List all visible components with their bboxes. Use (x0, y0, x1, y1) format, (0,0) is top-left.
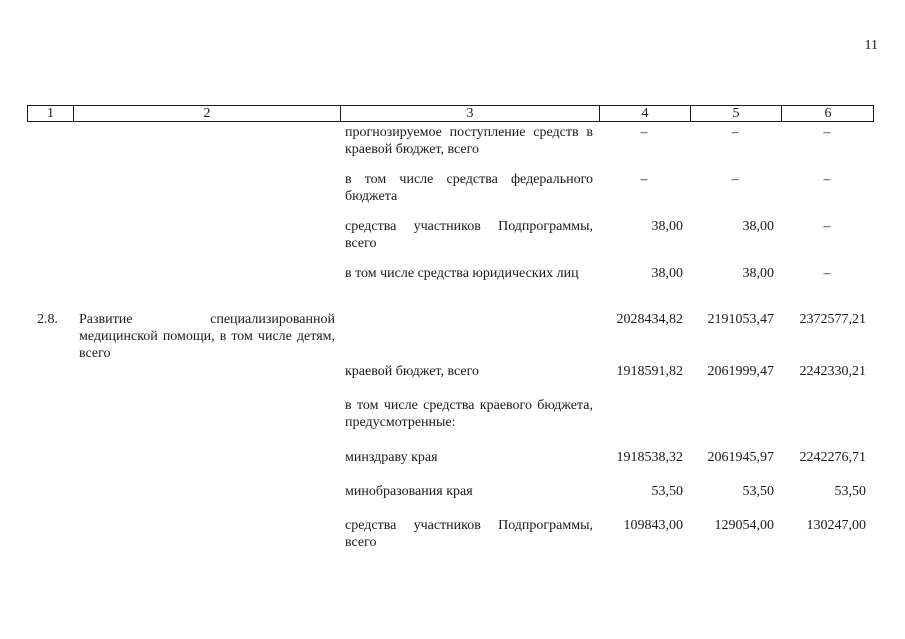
value-col-4: – (640, 125, 648, 140)
value-col-6: 2242330,21 (799, 364, 866, 379)
value-col-5: – (731, 172, 739, 187)
funding-source: краевой бюджет, всего (345, 364, 480, 379)
value-col-5: – (731, 125, 739, 140)
item-number: 2.8. (37, 312, 58, 327)
value-col-4: 109843,00 (623, 518, 683, 533)
funding-source: в том числе средства юридических лиц (345, 266, 579, 281)
value-col-4: – (640, 172, 648, 187)
value-col-5: 53,50 (742, 484, 774, 499)
value-col-4: 1918538,32 (616, 450, 683, 465)
value-col-6: – (823, 266, 831, 281)
header-col-4: 4 (600, 106, 691, 121)
value-col-5: 38,00 (742, 219, 774, 234)
value-col-5: 2191053,47 (707, 312, 774, 327)
value-col-5: 38,00 (742, 266, 774, 281)
header-col-1: 1 (28, 106, 74, 121)
value-col-6: 2242276,71 (799, 450, 866, 465)
value-col-6: 2372577,21 (799, 312, 866, 327)
value-col-6: – (823, 125, 831, 140)
item-name: Развитие специализированной медицинской помощи, в том числе детям, всего (79, 312, 335, 361)
value-col-4: 38,00 (651, 266, 683, 281)
value-col-4: 38,00 (651, 219, 683, 234)
header-col-6: 6 (824, 106, 832, 121)
funding-source: минздраву края (345, 450, 438, 465)
value-col-4: 53,50 (651, 484, 683, 499)
funding-source: в том числе средства федерального бюджета (345, 172, 593, 204)
value-col-6: – (823, 172, 831, 187)
value-col-4: 2028434,82 (616, 312, 683, 327)
funding-source: прогнозируемое поступление средств в краевой бюджет, всего (345, 125, 593, 157)
page-number: 11 (864, 38, 878, 53)
header-col-2: 2 (74, 106, 341, 121)
funding-source: средства участников Подпрограммы, всего (345, 219, 593, 251)
value-col-4: 1918591,82 (616, 364, 683, 379)
table-header (27, 105, 874, 122)
header-col-5: 5 (691, 106, 782, 121)
header-col-3: 3 (341, 106, 600, 121)
value-col-6: – (823, 219, 831, 234)
value-col-5: 2061945,97 (707, 450, 774, 465)
value-col-5: 129054,00 (714, 518, 774, 533)
value-col-5: 2061999,47 (707, 364, 774, 379)
value-col-6: 53,50 (834, 484, 866, 499)
value-col-6: 130247,00 (806, 518, 866, 533)
funding-source: средства участников Подпрограммы, всего (345, 518, 593, 550)
funding-source: в том числе средства краевого бюджета, предусмотренные: (345, 398, 593, 430)
funding-source: минобразования края (345, 484, 473, 499)
